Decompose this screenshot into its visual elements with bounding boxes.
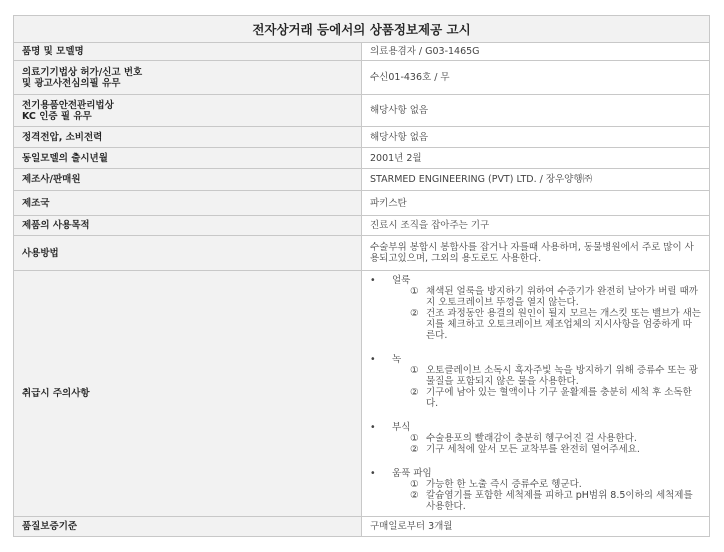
bullet-icon: •	[370, 468, 376, 479]
table-row	[14, 169, 710, 191]
row-value: 2001년 2월	[362, 148, 710, 169]
care-section-title: 얼룩	[392, 275, 411, 286]
care-item: ② 칼슘염기를 포함한 세척제를 피하고 pH범위 8.5이하의 세척제를 사용한다.	[410, 490, 693, 512]
product-info-table	[13, 15, 710, 537]
care-section	[370, 422, 701, 455]
care-section	[370, 275, 701, 341]
care-label: 취급시 주의사항	[14, 271, 362, 517]
bullet-icon: •	[370, 422, 376, 433]
row-value: 파키스탄	[362, 191, 710, 216]
table-row	[14, 95, 710, 127]
table-row	[14, 517, 710, 537]
care-section-title: 녹	[392, 354, 402, 365]
care-item: ① 오토클레이브 소독시 흑자주빛 녹을 방지하기 위해 증류수 또는 광물질을 포함되지 않은 물을 사용한다.	[410, 365, 698, 387]
table-row	[14, 61, 710, 95]
row-value: 해당사항 없음	[362, 95, 710, 127]
row-label: 품명 및 모델명	[14, 43, 362, 61]
row-label: 사용방법	[14, 236, 362, 271]
table-row	[14, 191, 710, 216]
row-value: 수신01-436호 / 무	[362, 61, 710, 95]
title-row	[14, 16, 710, 43]
row-value: 수술부위 봉합시 봉합사를 잡거나 자를때 사용하며, 동물병원에서 주로 많이 사용되고있으며, 그외의 용도로도 사용한다.	[362, 236, 710, 271]
bullet-icon: •	[370, 354, 376, 365]
row-value: 해당사항 없음	[362, 127, 710, 148]
care-item: ② 건조 과정동안 용결의 원인이 될지 모르는 개스킷 또는 밸브가 새는지를 체크하고 오토크레이브 제조업체의 지시사항을 엄중하게 따른다.	[410, 308, 701, 341]
care-section	[370, 468, 701, 512]
table-row	[14, 148, 710, 169]
row-label: 제조국	[14, 191, 362, 216]
bullet-icon: •	[370, 275, 376, 286]
table-row	[14, 127, 710, 148]
row-label: 제품의 사용목적	[14, 216, 362, 236]
product-info-notice	[13, 15, 710, 537]
row-label: 품질보증기준	[14, 517, 362, 537]
row-value: 구매일로부터 3개월	[362, 517, 710, 537]
notice-title: 전자상거래 등에서의 상품정보제공 고시	[14, 16, 710, 43]
care-content	[362, 271, 710, 517]
care-item: ① 채색된 얼룩을 방지하기 위하여 수증기가 완전히 날아가 버릴 때까지 오토크레이브 뚜껑을 열지 않는다.	[410, 286, 698, 308]
row-label: 정격전압, 소비전력	[14, 127, 362, 148]
care-item: ① 가능한 한 노출 즉시 증류수로 헹군다.	[410, 479, 582, 490]
row-label: 동일모델의 출시년월	[14, 148, 362, 169]
row-label: 전기용품안전관리법상 KC 인증 필 유무	[14, 95, 362, 127]
table-row	[14, 236, 710, 271]
care-row	[14, 271, 710, 517]
care-section	[370, 354, 701, 409]
care-item: ② 기구에 남아 있는 혈액이나 기구 윤활제를 충분히 세척 후 소독한다.	[410, 387, 692, 409]
care-section-title: 부식	[392, 422, 411, 433]
table-row	[14, 43, 710, 61]
table-row	[14, 216, 710, 236]
care-section-title: 움푹 파임	[392, 468, 432, 479]
row-label: 의료기기법상 허가/신고 번호 및 광고사전심의필 유무	[14, 61, 362, 95]
care-item: ② 기구 세척에 앞서 모든 교착부를 완전히 열어주세요.	[410, 444, 640, 455]
row-label: 제조사/판매원	[14, 169, 362, 191]
row-value: 의료용겸자 / G03-1465G	[362, 43, 710, 61]
row-value: 진료시 조직을 잡아주는 기구	[362, 216, 710, 236]
row-value: STARMED ENGINEERING (PVT) LTD. / 장우양행㈜	[362, 169, 710, 191]
care-item: ① 수술용포의 빨래감이 충분히 헹구어진 걸 사용한다.	[410, 433, 637, 444]
